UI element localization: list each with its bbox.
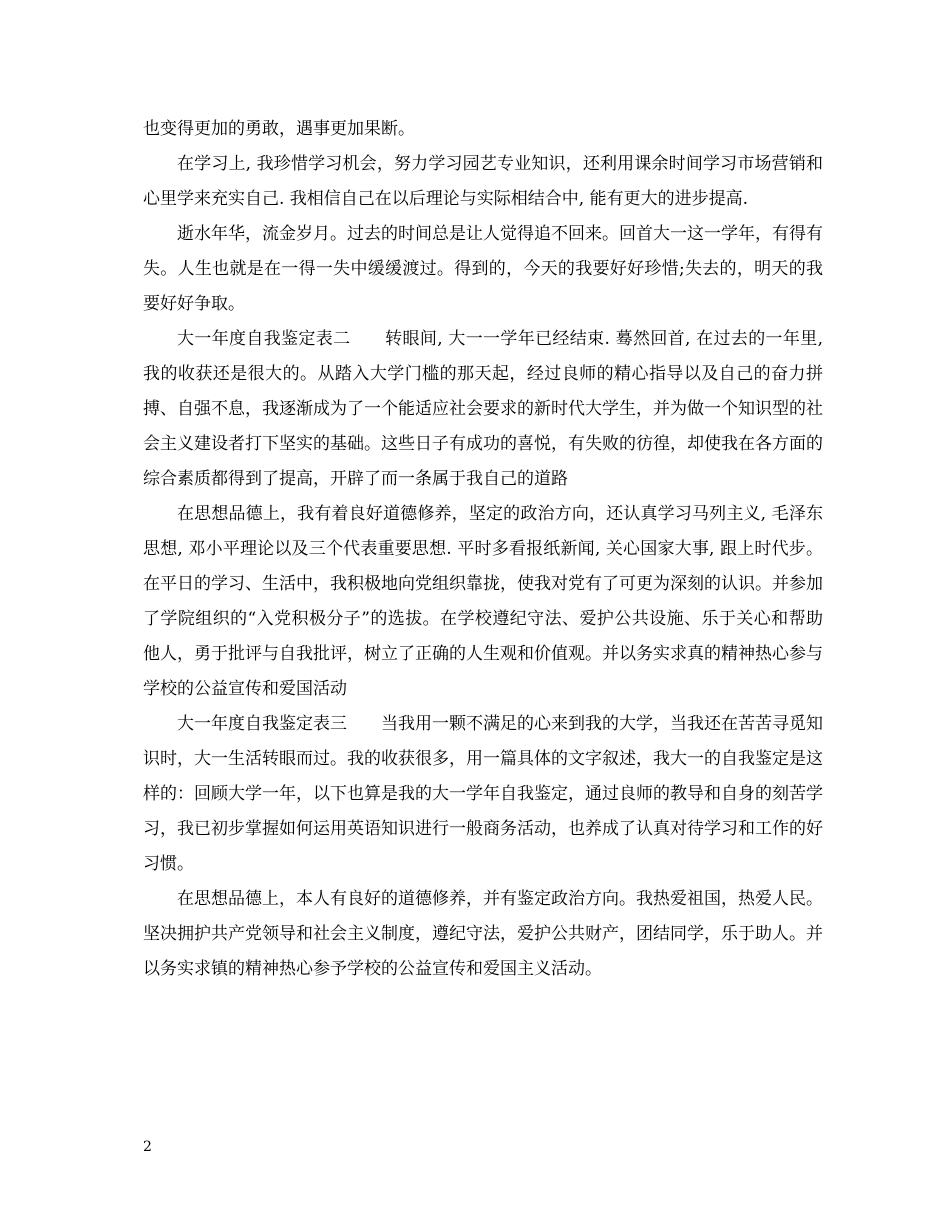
document-body — [143, 112, 823, 987]
paragraph-study: 在学习上, 我珍惜学习机会，努力学习园艺专业知识，还利用课余时间学习市场营销和心里学来充实自己. 我相信自己在以后理论与实际相结合中, 能有更大的进步提高. — [143, 154, 823, 209]
paragraph-moral-character: 在思想品德上，我有着良好道德修养，坚定的政治方向，还认真学习马列主义, 毛泽东思想, 邓小平理论以及三个代表重要思想. 平时多看报纸新闻, 关心国家大事, 跟上时代步。在平日的学习、生活中，我积极地向党组织靠拢，使我对党有了可更为深刻的认识。并参加了学院组织的“入党积极分子”的选拔。在学校遵纪守法、爱护公共设施、乐于关心和帮助他人，勇于批评与自我批评，树立了正确的人生观和价值观。并以务实求真的精神热心参与学校的公益宣传和爱国活动 — [143, 504, 823, 699]
page-number: 2 — [143, 1139, 152, 1155]
paragraph-assessment-three: 大一年度自我鉴定表三 当我用一颗不满足的心来到我的大学，当我还在苦苦寻觅知识时，大一生活转眼而过。我的收获很多，用一篇具体的文字叙述，我大一的自我鉴定是这样的：回顾大学一年，以下也算是我的大一学年自我鉴定，通过良师的教导和自身的刻苦学习，我已初步掌握如何运用英语知识进行一般商务活动，也养成了认真对待学习和工作的好习惯。 — [143, 714, 823, 874]
paragraph-assessment-two: 大一年度自我鉴定表二 转眼间, 大一一学年已经结束. 蓦然回首, 在过去的一年里, 我的收获还是很大的。从踏入大学门槛的那天起，经过良师的精心指导以及自己的奋力拼搏、自强不息，我逐渐成为了一个能适应社会要求的新时代大学生，并为做一个知识型的社会主义建设者打下坚实的基础。这些日子有成功的喜悦，有失败的彷徨，却使我在各方面的综合素质都得到了提高，开辟了而一条属于我自己的道路 — [143, 329, 823, 489]
paragraph-reflection: 逝水年华，流金岁月。过去的时间总是让人觉得追不回来。回首大一这一学年，有得有失。人生也就是在一得一失中缓缓渡过。得到的，今天的我要好好珍惜;失去的，明天的我要好好争取。 — [143, 224, 823, 314]
paragraph-moral-character-two: 在思想品德上，本人有良好的道德修养，并有鉴定政治方向。我热爱祖国，热爱人民。坚决拥护共产党领导和社会主义制度，遵纪守法，爱护公共财产，团结同学，乐于助人。并以务实求镇的精神热心参予学校的公益宣传和爱国主义活动。 — [143, 889, 823, 979]
paragraph-continuation: 也变得更加的勇敢，遇事更加果断。 — [143, 119, 415, 139]
